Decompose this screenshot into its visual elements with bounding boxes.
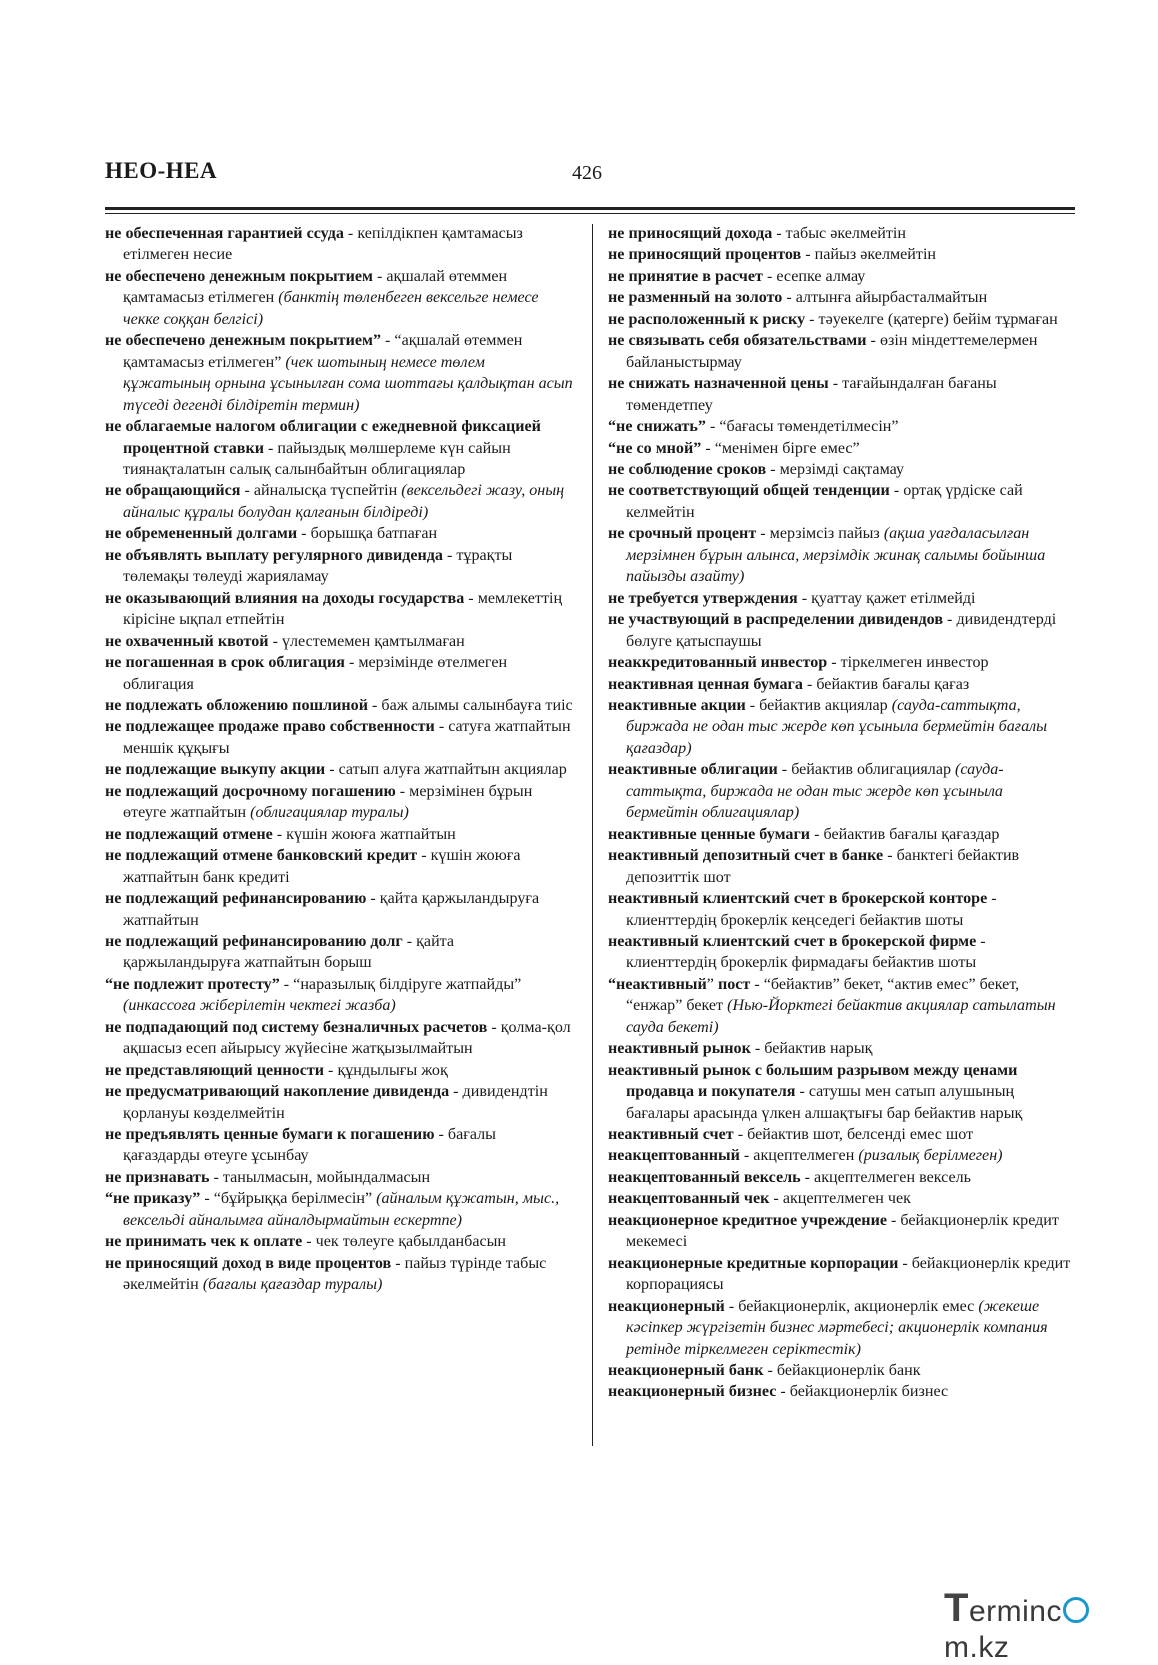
entry-term: не приносящий процентов	[608, 246, 802, 264]
entry-separator: -	[828, 375, 843, 393]
entry-definition: бейактив бағалы қағаз	[816, 675, 970, 693]
entry-definition: танылмасын, мойындалмасын	[222, 1168, 431, 1186]
dictionary-entry	[105, 1188, 575, 1231]
section-header: НЕО-НЕА	[105, 158, 218, 183]
entry-definition: үлестемемен қамтылмаған	[281, 632, 465, 650]
dictionary-entry	[105, 1253, 575, 1296]
entry-term: не приносящий дохода	[608, 225, 773, 242]
entry-definition: алтынға айырбасталмайтын	[795, 289, 988, 307]
dictionary-entry	[608, 1188, 1078, 1209]
entry-definition: клиенттердің брокерлік кеңседегі бейактив шоты	[626, 911, 964, 929]
entry-term: не подлежащие выкупу акции	[105, 761, 326, 779]
entry-separator: -	[766, 460, 780, 478]
dictionary-entry	[105, 223, 575, 266]
entry-separator: -	[366, 890, 380, 908]
left-column	[105, 223, 575, 1296]
entry-note: (чек шотының немесе төлем құжатының орнына ұсынылған сома шоттағы қалдықтан асып түседі дегенді білдіретін термин)	[123, 353, 573, 414]
entry-separator: -	[769, 1190, 783, 1208]
dictionary-entry	[608, 845, 1078, 888]
entry-separator: -	[987, 890, 997, 908]
entry-definition: ортақ үрдіске сай келмейтін	[626, 482, 1023, 521]
dictionary-entry	[105, 759, 575, 780]
entry-definition: бейакционерлік бизнес	[789, 1383, 949, 1401]
entry-term: не облагаемые налогом облигации с ежедневной фиксацией процентной ставки	[105, 418, 541, 457]
entry-separator: -	[367, 696, 382, 714]
entry-term: не связывать себя обязательствами	[608, 332, 867, 350]
dictionary-entry	[608, 759, 1078, 823]
entry-term: неакцептованный чек	[608, 1190, 770, 1208]
dictionary-entry	[105, 716, 575, 759]
entry-term: не подпадающий под систему безналичных расчетов	[105, 1018, 488, 1036]
entry-term: неактивные акции	[608, 696, 746, 714]
entry-term: не представляющий ценности	[105, 1061, 325, 1079]
entry-separator: -	[898, 1254, 912, 1272]
dictionary-entry	[105, 974, 575, 1017]
entry-definition: баж алымы салынбауға тиіс	[381, 696, 573, 714]
entry-separator: -	[782, 289, 796, 307]
entry-note: (Нью-Йорктегі бейактив акциялар сатылатын сауда бекеті)	[626, 997, 1056, 1036]
entry-term: “не приказу”	[105, 1190, 201, 1208]
entry-term: неактивные ценные бумаги	[608, 825, 811, 843]
entry-term: не обеспечено денежным покрытием	[105, 267, 373, 285]
entry-definition: айналысқа түспейтін	[253, 482, 402, 500]
entry-term: неакцептованный	[608, 1147, 740, 1165]
entry-definition: бейакционерлік кредит корпорациясы	[626, 1254, 1071, 1294]
entry-definition: қуаттау қажет етілмейді	[811, 589, 976, 607]
entry-separator: -	[733, 1126, 748, 1144]
entry-separator: -	[810, 825, 824, 843]
entry-separator: -	[209, 1168, 223, 1186]
entry-definition: тағайындалған бағаны төмендетпеу	[626, 375, 997, 414]
entry-note: (сауда-саттықта, биржада не одан тыс жерде көп ұсынылa бермейтін бағалы қағаздар)	[626, 696, 1048, 757]
dictionary-entry	[608, 1060, 1078, 1124]
entry-definition: бейактив шот, белсенді емес шот	[747, 1126, 974, 1144]
entry-definition: пайыз әкелмейтін	[814, 246, 937, 264]
entry-term: “не подлежит протесту”	[105, 975, 280, 993]
entry-note: (ризалық берілмеген)	[858, 1147, 1003, 1165]
entry-separator: -	[297, 525, 311, 543]
entry-term: не объявлять выплату регулярного дивиденда	[105, 546, 443, 564]
entry-definition: клиенттердің брокерлік фирмадағы бейактив шоты	[626, 954, 977, 972]
entry-separator: -	[391, 1254, 405, 1272]
dictionary-entry	[105, 545, 575, 588]
dictionary-entry	[105, 824, 575, 845]
entry-definition: мерзімінде өтелмеген облигация	[123, 654, 508, 693]
entry-definition: “бұйрыққа берілмесін”	[213, 1190, 377, 1208]
dictionary-entry	[608, 1145, 1078, 1166]
entry-separator: -	[268, 632, 282, 650]
entry-term: не подлежащий досрочному погашению	[105, 782, 396, 800]
entry-term: неакционерный	[608, 1297, 725, 1315]
dictionary-entry	[105, 330, 575, 416]
entry-term: не подлежащий рефинансированию	[105, 890, 367, 908]
entry-definition: дивидендтерді бөлуге қатыспаушы	[626, 611, 1057, 650]
entry-separator: -	[200, 1190, 214, 1208]
entry-term: не срочный процент	[608, 525, 757, 543]
entry-term: не подлежать обложению пошлиной	[105, 696, 368, 714]
entry-separator: -	[434, 718, 449, 736]
entry-term: не соответствующий общей тенденции	[608, 482, 890, 500]
entry-separator: -	[797, 589, 812, 607]
entry-term: неакционерное кредитное учреждение	[608, 1211, 888, 1229]
entry-term: неактивный депозитный счет в банке	[608, 847, 884, 865]
entry-definition: сатушы мен сатып алушының бағалары арасында үлкен алшақтығы бар бейактив нарық	[626, 1083, 1023, 1122]
entry-separator: -	[866, 332, 880, 350]
dictionary-entry	[105, 1017, 575, 1060]
entry-separator: -	[887, 1211, 901, 1229]
entry-term: “не со мной”	[608, 439, 702, 457]
entry-definition: күшін жоюға жатпайтын	[286, 825, 456, 843]
entry-term: “неактивный	[608, 975, 707, 993]
dictionary-entry	[105, 781, 575, 824]
dictionary-entry	[105, 1231, 575, 1252]
dictionary-entry	[608, 824, 1078, 845]
entry-definition: кепілдікпен қамтамасыз етілмеген несие	[123, 225, 523, 264]
dictionary-entry	[105, 1167, 575, 1188]
entry-term: не признавать	[105, 1168, 210, 1186]
entry-term: не расположенный к риску	[608, 310, 806, 328]
entry-definition: “ақшалай өтеммен қамтамасыз етілмеген”	[123, 332, 523, 371]
entry-definition: бейакционерлік банк	[776, 1362, 921, 1380]
entry-term: не разменный на золото	[608, 289, 783, 307]
dictionary-entry	[105, 523, 575, 544]
entry-note: (банктің төленбеген вексельге немесе чекке соққан белгісі)	[123, 289, 539, 328]
entry-separator: -	[395, 782, 410, 800]
entry-definition: “бағасы төмендетілмесін”	[719, 418, 899, 436]
entry-separator: -	[827, 654, 841, 672]
entry-term: не участвующий в распределении дивидендов	[608, 611, 944, 629]
dictionary-entry	[608, 1381, 1078, 1402]
entry-separator: -	[272, 825, 287, 843]
entry-definition: есепке алмау	[776, 267, 866, 285]
entry-separator: -	[763, 1362, 777, 1380]
entry-definition: мерзімді сақтамау	[779, 460, 905, 478]
entry-term: не подлежащий отмене	[105, 825, 273, 843]
dictionary-entry	[608, 223, 1078, 244]
entry-note: (айналым құжатын, мыс., вексельді айналымға айналдырмайтын ескертпе)	[123, 1190, 560, 1229]
entry-definition: пайыз түрінде табыс әкелмейтін	[123, 1254, 547, 1294]
entry-term: неакционерные кредитные корпорации	[608, 1254, 899, 1272]
entry-definition: мемлекеттің кірісіне ықпал етпейтін	[123, 589, 563, 629]
dictionary-entry	[608, 266, 1078, 287]
dictionary-entry	[105, 1124, 575, 1167]
entry-definition: бейактив бағалы қағаздар	[823, 825, 1000, 843]
entry-term: не охваченный квотой	[105, 632, 269, 650]
entry-separator: -	[434, 1126, 448, 1144]
entry-term: не соблюдение сроков	[608, 460, 767, 478]
dictionary-entry	[608, 416, 1078, 437]
dictionary-entry	[105, 1060, 575, 1081]
dictionary-entry	[608, 588, 1078, 609]
dictionary-entry	[105, 931, 575, 974]
entry-term: не обеспечено денежным покрытием”	[105, 332, 382, 350]
entry-separator: -	[325, 761, 339, 779]
entry-term: неактивный клиентский счет в брокерской фирме	[608, 932, 977, 950]
dictionary-entry	[608, 1210, 1078, 1253]
entry-separator: -	[701, 439, 715, 457]
entry-term: не предъявлять ценные бумаги к погашению	[105, 1126, 435, 1144]
dictionary-entry	[608, 438, 1078, 459]
right-column	[608, 223, 1078, 1403]
entry-separator: -	[745, 696, 760, 714]
entry-separator: -	[762, 267, 777, 285]
dictionary-entry	[608, 309, 1078, 330]
dictionary-entry	[608, 1360, 1078, 1381]
page-number: 426	[572, 162, 602, 184]
entry-separator: -	[795, 1083, 809, 1101]
entry-definition: ақшалай өтеммен қамтамасыз етілмеген	[123, 267, 508, 307]
entry-separator: -	[344, 654, 359, 672]
entry-separator: -	[724, 1297, 739, 1315]
entry-separator: -	[240, 482, 254, 500]
dictionary-entry	[105, 888, 575, 931]
entry-separator: -	[442, 546, 457, 564]
dictionary-entry	[608, 523, 1078, 587]
entry-definition: “наразылық білдіруге жатпайды”	[293, 975, 522, 993]
entry-definition: құндылығы жоқ	[337, 1061, 448, 1079]
entry-definition: сатуға жатпайтын меншік құқығы	[123, 718, 571, 757]
logo-ring-icon	[1063, 1597, 1089, 1623]
entry-definition: тәуекелге (қатерге) бейім тұрмаған	[818, 310, 1058, 328]
entry-term: не погашенная в срок облигация	[105, 654, 345, 672]
entry-definition: қолма-қол ақшасыз есеп айырысу жүйесіне жатқызылмайтын	[123, 1018, 571, 1058]
dictionary-entry	[608, 931, 1078, 974]
dictionary-entry	[608, 888, 1078, 931]
entry-definition: акцептелмеген	[753, 1147, 859, 1165]
entry-term: не приносящий доход в виде процентов	[105, 1254, 392, 1272]
entry-separator: -	[776, 1383, 790, 1401]
entry-separator: -	[800, 1168, 815, 1186]
entry-term: неакционерный бизнес	[608, 1383, 777, 1401]
entry-term: неактивный клиентский счет в брокерской конторе	[608, 890, 988, 908]
dictionary-entry	[608, 480, 1078, 523]
entry-term: неакцептованный вексель	[608, 1168, 801, 1186]
dictionary-entry	[608, 609, 1078, 652]
entry-definition: борышқа батпаған	[310, 525, 438, 543]
entry-separator: -	[750, 1040, 765, 1058]
entry-term: неактивный рынок с большим разрывом между ценами продавца и покупателя	[608, 1061, 1018, 1101]
entry-definition: қайта қаржыландыруға жатпайтын борыш	[123, 932, 455, 972]
dictionary-entry	[608, 459, 1078, 480]
dictionary-entry	[608, 1038, 1078, 1059]
entry-separator: -	[883, 847, 897, 865]
entry-definition: бейактив нарық	[764, 1040, 873, 1058]
dictionary-entry	[105, 266, 575, 330]
entry-definition: мерзімінен бұрын өтеуге жатпайтын	[123, 782, 533, 822]
entry-definition: тіркелмеген инвестор	[840, 654, 989, 672]
entry-separator: -	[756, 525, 770, 543]
dictionary-entry	[105, 588, 575, 631]
dictionary-entry	[105, 695, 575, 716]
entry-term: не обеспеченная гарантией ссуда	[105, 225, 344, 242]
entry-separator: -	[801, 246, 815, 264]
entry-definition: банктегі бейактив депозиттік шот	[626, 847, 1020, 886]
entry-definition: күшін жоюға жатпайтын банк кредиті	[123, 847, 521, 886]
entry-term: не подлежащее продаже право собственности	[105, 718, 435, 736]
entry-term: неактивные облигации	[608, 761, 778, 779]
entry-term: неаккредитованный инвестор	[608, 654, 828, 672]
entry-term: не требуется утверждения	[608, 589, 798, 607]
entry-separator: ”	[706, 975, 718, 993]
dictionary-entry	[608, 330, 1078, 373]
entry-definition: мерзімсіз пайыз	[769, 525, 884, 543]
entry-definition: бейакционерлік, акционерлік емес	[738, 1297, 979, 1315]
entry-term: не подлежащий отмене банковский кредит	[105, 847, 418, 865]
logo-text-middle: erminc	[968, 1595, 1062, 1628]
entry-separator: -	[343, 225, 358, 242]
entry-separator: -	[417, 847, 431, 865]
entry-separator: -	[264, 439, 278, 457]
entry-term: не оказывающий влияния на доходы государства	[105, 589, 465, 607]
entry-definition: сатып алуға жатпайтын акциялар	[338, 761, 567, 779]
entry-definition: акцептелмеген вексель	[814, 1168, 972, 1186]
entry-term: неактивный рынок	[608, 1040, 751, 1058]
entry-separator: -	[279, 975, 294, 993]
dictionary-entry	[105, 480, 575, 523]
dictionary-entry	[105, 652, 575, 695]
header-rule-thick	[105, 207, 1075, 210]
dictionary-entry	[608, 373, 1078, 416]
entry-separator: -	[705, 418, 720, 436]
entry-definition: “менімен бірге емес”	[714, 439, 860, 457]
dictionary-entry	[105, 416, 575, 480]
entry-term: неакционерный банк	[608, 1362, 764, 1380]
entry-note: (сауда-саттықта, биржада не одан тыс жерде көп ұсынылa бермейтін облигациялар)	[626, 761, 1004, 822]
entry-definition: бейактив облигациялар	[791, 761, 956, 779]
dictionary-entry	[608, 974, 1078, 1038]
header-rule-thin	[105, 213, 1075, 214]
logo-text-end: m.kz	[944, 1631, 1010, 1664]
entry-note: (ақша уағдаласылған мерзімнен бұрын алынса, мерзімдік жинақ салымы бойынша пайызды азайту)	[626, 525, 1046, 586]
entry-separator: -	[324, 1061, 338, 1079]
entry-definition: өзін міндеттемелермен байланыстырмау	[626, 332, 1038, 371]
dictionary-entry	[608, 1124, 1078, 1145]
dictionary-entry	[105, 845, 575, 888]
dictionary-entry	[608, 1296, 1078, 1360]
entry-term: неактивная ценная бумага	[608, 675, 803, 693]
entry-definition: бейактив акциялар	[759, 696, 892, 714]
entry-separator: -	[464, 589, 478, 607]
entry-term: не подлежащий рефинансированию долг	[105, 932, 403, 950]
entry-separator: -	[402, 932, 417, 950]
entry-term: не обремененный долгами	[105, 525, 298, 543]
entry-definition: табыс әкелмейтін	[785, 225, 907, 242]
entry-separator: -	[302, 1233, 316, 1251]
entry-definition: дивидендтін қорлануы көзделмейтін	[123, 1083, 548, 1122]
dictionary-entry	[105, 631, 575, 652]
entry-separator: -	[943, 611, 957, 629]
entry-definition: чек төлеуге қабылданбасын	[315, 1233, 507, 1251]
entry-note: (вексельдегі жазу, оның айналыс құралы болудан қалғанын білдіреді)	[123, 482, 565, 521]
entry-separator: -	[372, 267, 387, 285]
entry-definition: - “бейактив” бекет, “актив емес” бекет, “енжар” бекет	[626, 975, 1020, 1015]
entry-term: неактивный счет	[608, 1126, 734, 1144]
entry-separator: -	[772, 225, 786, 242]
dictionary-entry	[105, 1081, 575, 1124]
entry-note: (инкассоға жіберілетін чектегі жазба)	[123, 997, 396, 1015]
entry-separator: -	[381, 332, 395, 350]
entry-term: не принятие в расчет	[608, 267, 763, 285]
logo-letter-t: T	[944, 1586, 969, 1630]
entry-separator: -	[889, 482, 904, 500]
entry-term: не обращающийся	[105, 482, 241, 500]
entry-separator: -	[976, 932, 986, 950]
entry-term: не предусматривающий накопление дивиденда	[105, 1083, 450, 1101]
entry-definition: бағалы қағаздарды өтеуге ұсынбау	[123, 1126, 496, 1165]
column-divider	[592, 224, 593, 1446]
entry-definition: пайыздық мөлшерлеме күн сайын тиянақталатын салық салынбайтын облигациялар	[123, 439, 511, 478]
entry-separator: -	[805, 310, 819, 328]
entry-note: (бағалы қағаздар туралы)	[202, 1276, 383, 1294]
entry-term: не принимать чек к оплате	[105, 1233, 303, 1251]
entry-term: “не снижать”	[608, 418, 706, 436]
dictionary-entry	[608, 287, 1078, 308]
entry-note: (жекеше кәсіпкер жүргізетін бизнес мәртебесі; акционерлік компания ретінде тіркелмеген серіктестік)	[626, 1297, 1048, 1358]
entry-definition: қайта қаржыландыруға жатпайтын	[123, 890, 540, 929]
entry-term: не снижать назначенной цены	[608, 375, 829, 393]
dictionary-entry	[608, 674, 1078, 695]
entry-note: (облигациялар туралы)	[250, 804, 409, 822]
dictionary-entry	[608, 695, 1078, 759]
entry-separator: -	[802, 675, 817, 693]
entry-separator: -	[777, 761, 792, 779]
entry-term-continued: пост	[717, 975, 751, 993]
dictionary-entry	[608, 244, 1078, 265]
dictionary-entry	[608, 1167, 1078, 1188]
entry-definition: бейакционерлік кредит мекемесі	[626, 1211, 1059, 1251]
dictionary-entry	[608, 1253, 1078, 1296]
entry-definition: акцептелмеген чек	[782, 1190, 911, 1208]
entry-separator: -	[739, 1147, 754, 1165]
termincom-logo	[944, 1586, 1144, 1664]
dictionary-entry	[608, 652, 1078, 673]
entry-definition: тұрақты төлемақы төлеуді жарияламау	[123, 546, 513, 586]
entry-separator: -	[487, 1018, 501, 1036]
entry-separator: -	[449, 1083, 463, 1101]
